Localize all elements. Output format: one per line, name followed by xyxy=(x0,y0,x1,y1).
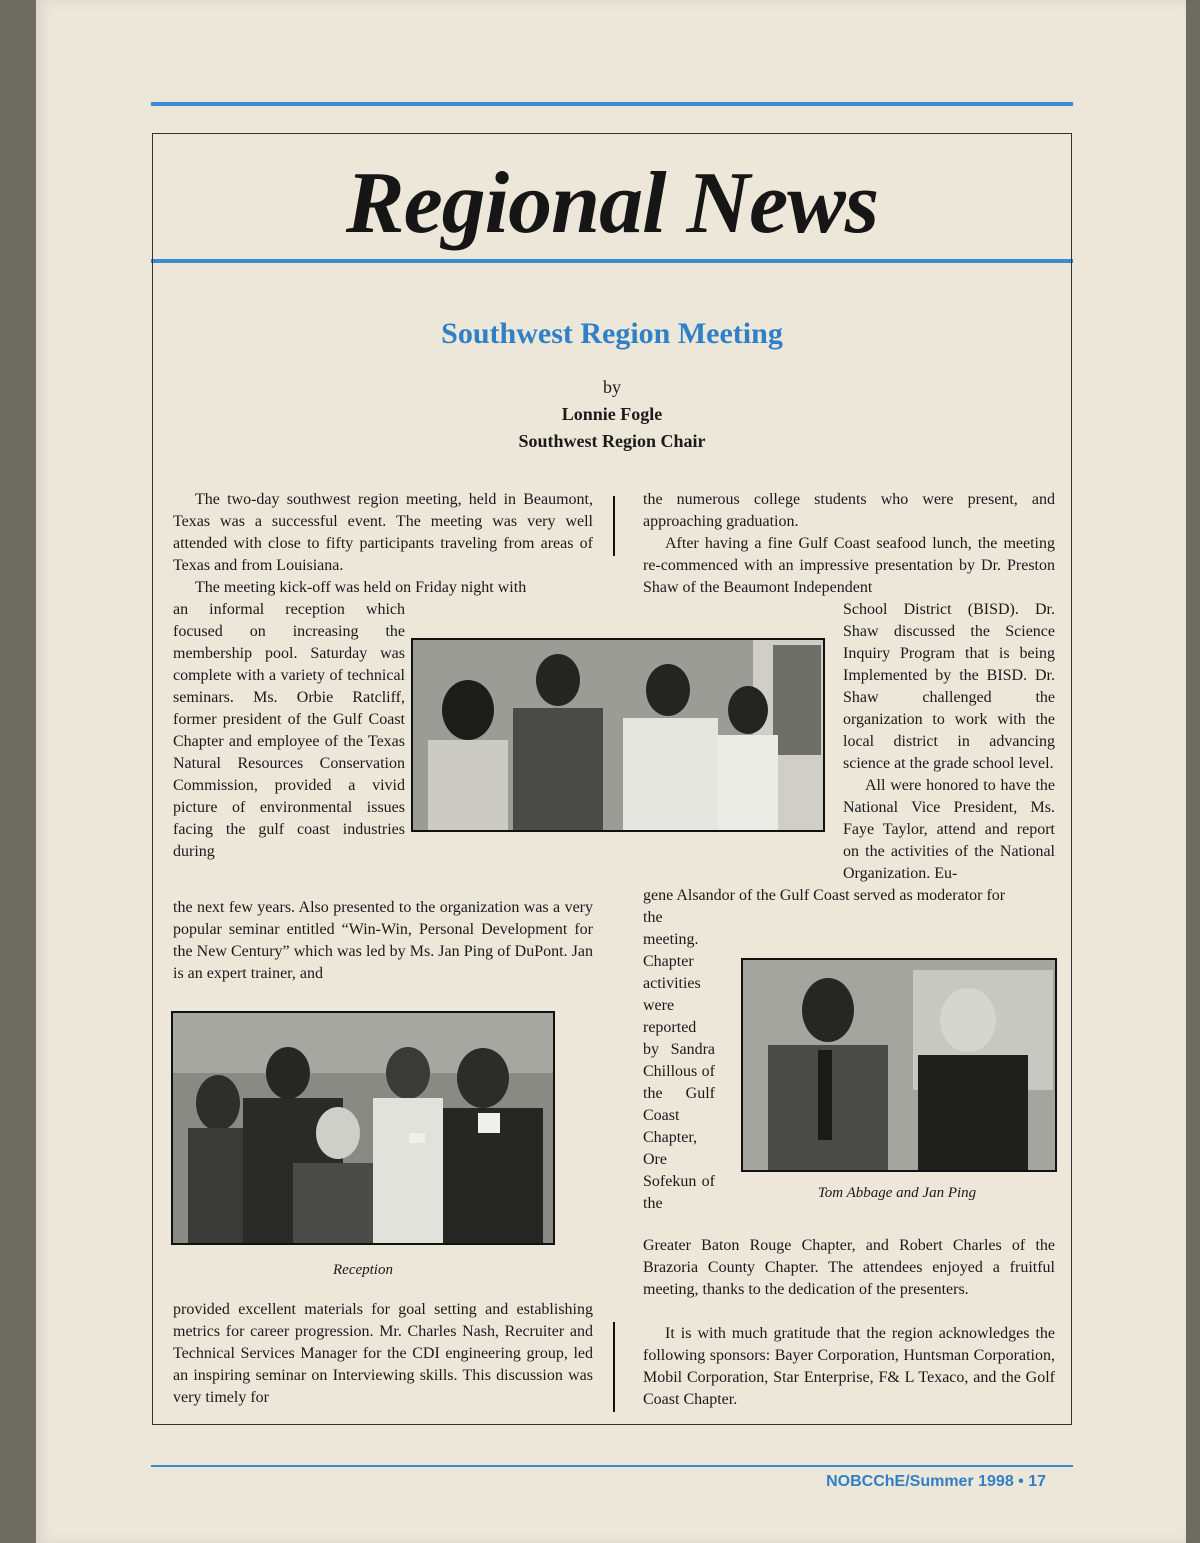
right-paragraph-1: the numerous college students who were present, and approaching graduation. xyxy=(643,491,1055,530)
right-paragraph-2b: School District (BISD). Dr. Shaw discussed the Science Inquiry Program that is being Implemented by the BISD. Dr. Shaw challenged the organization to work with the local district in advancing science at the grade school level. xyxy=(843,601,1055,772)
left-paragraph-2c: the next few years. Also presented to the organization was a very popular seminar entitled “Win-Win, Personal Development for the New Century” which was led by Ms. Jan Ping of DuPont. Jan is an expert trainer, and xyxy=(173,899,593,982)
article-frame xyxy=(152,133,1072,1425)
article-title: Southwest Region Meeting xyxy=(441,317,783,350)
tom-jan-photo xyxy=(741,958,1057,1172)
tom-jan-caption: Tom Abbage and Jan Ping xyxy=(817,1185,977,1201)
left-paragraph-2d: provided excellent materials for goal setting and establishing metrics for career progression. Mr. Charles Nash, Recruiter and Technical Services Manager for the CDI engineering group, led an inspiring seminar on Interviewing skills. This discussion was very timely for xyxy=(173,1301,593,1406)
column-rule-lower xyxy=(613,1322,615,1412)
tom-jan-photo-image xyxy=(743,960,1055,1170)
column-rule-upper xyxy=(613,496,615,556)
reception-photo xyxy=(171,1011,555,1245)
right-paragraph-3a: All were honored to have the National Vice President, Ms. Faye Taylor, attend and report on the activities of the National Organization. Eu- xyxy=(843,777,1055,882)
right-paragraph-3d: Greater Baton Rouge Chapter, and Robert Charles of the Brazoria County Chapter. The attendees enjoyed a fruitful meeting, thanks to the dedication of the presenters. xyxy=(643,1237,1055,1298)
reception-photo-image xyxy=(173,1013,553,1243)
top-blue-rule xyxy=(151,102,1073,106)
byline-author-role: Southwest Region Chair xyxy=(518,431,706,451)
left-paragraph-2a: The meeting kick-off was held on Friday night with xyxy=(195,579,527,596)
right-paragraph-4: It is with much gratitude that the region acknowledges the following sponsors: Bayer Corporation, Huntsman Corporation, Mobil Corporation, Star Enterprise, F& L Texaco, and the Golf Coast Chapter. xyxy=(643,1325,1055,1408)
masthead-title: Regional News xyxy=(345,155,879,252)
left-paragraph-1: The two-day southwest region meeting, held in Beaumont, Texas was a successful event. The meeting was very well attended with close to fifty participants traveling from areas of Texas and from Louisiana. xyxy=(173,491,593,574)
byline xyxy=(153,374,1071,455)
right-paragraph-3b: gene Alsandor of the Gulf Coast served as moderator for xyxy=(643,887,1006,904)
page-footer: NOBCChE/Summer 1998 • 17 xyxy=(826,1473,1046,1490)
reception-caption: Reception xyxy=(333,1262,393,1278)
byline-by: by xyxy=(603,377,621,397)
byline-author: Lonnie Fogle xyxy=(561,404,663,424)
left-paragraph-2b: an informal reception which focused on increasing the membership pool. Saturday was complete with a variety of technical seminars. Ms. Orbie Ratcliff, former president of the Gulf Coast Chapter and employee of the Texas Natural Resources Conservation Commission, provided a vivid picture of environmental issues facing the gulf coast industries during xyxy=(173,601,405,860)
group-photo xyxy=(411,638,825,832)
magazine-page xyxy=(36,0,1186,1543)
right-paragraph-3c: the meeting. Chapter activities were reported by Sandra Chillous of the Gulf Coast Chapter, Ore Sofekun of the xyxy=(643,909,715,1212)
right-paragraph-2a: After having a fine Gulf Coast seafood lunch, the meeting re-commenced with an impressive presentation by Dr. Preston Shaw of the Beaumont Independent xyxy=(643,535,1055,596)
group-photo-image xyxy=(413,640,823,830)
footer-blue-rule xyxy=(151,1465,1073,1467)
